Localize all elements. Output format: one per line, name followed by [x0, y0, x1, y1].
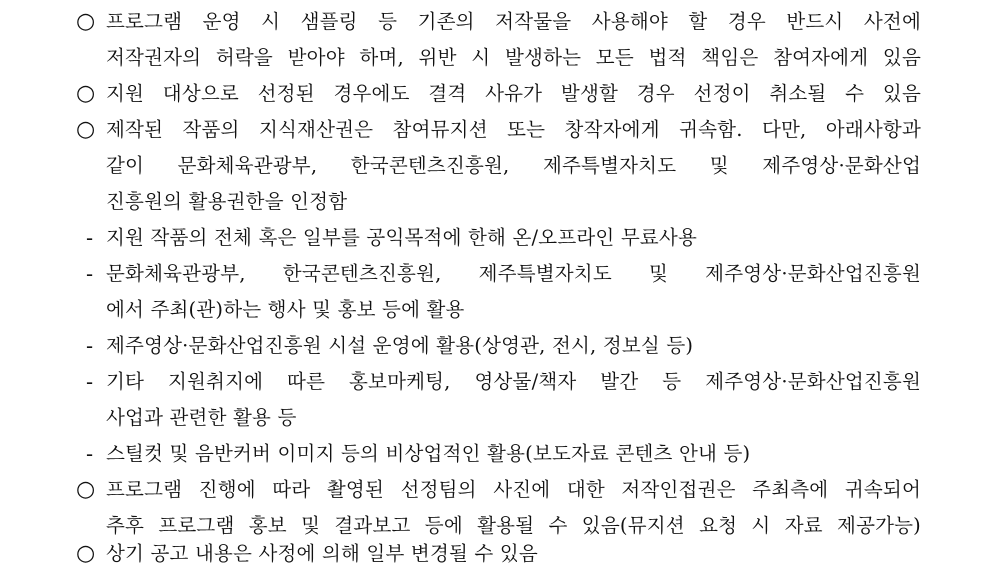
sub-item-continuation [0, 292, 991, 328]
notice-text: 상기 공고 내용은 사정에 의해 일부 변경될 수 있음 [106, 542, 538, 565]
circle-bullet: ○ [76, 541, 96, 566]
sub-item-continuation [0, 400, 991, 436]
notice-text: 프로그램 운영 시 샘플링 등 기존의 저작물을 사용해야 할 경우 반드시 사전에 [106, 10, 921, 33]
dash-bullet: - [86, 442, 94, 466]
dash-bullet: - [86, 226, 94, 250]
sub-item [0, 328, 991, 364]
sub-item-text: 기타 지원취지에 따른 홍보마케팅, 영상물/책자 발간 등 제주영상·문화산업진흥원 [106, 370, 921, 393]
dash-bullet: - [86, 334, 94, 358]
notice-text: 저작권자의 허락을 받아야 하며, 위반 시 발생하는 모든 법적 책임은 참여자에게 있음 [106, 46, 921, 69]
notice-item-continuation [0, 40, 991, 76]
notice-item [0, 4, 991, 40]
notice-item [0, 76, 991, 112]
notice-text: 같이 문화체육관광부, 한국콘텐츠진흥원, 제주특별자치도 및 제주영상·문화산업 [106, 154, 921, 177]
notice-text: 추후 프로그램 홍보 및 결과보고 등에 활용될 수 있음(뮤지션 요청 시 자료 제공가능) [106, 514, 921, 537]
circle-bullet: ○ [76, 477, 96, 502]
notice-text: 프로그램 진행에 따라 촬영된 선정팀의 사진에 대한 저작인접권은 주최측에 귀속되어 [106, 478, 921, 501]
notice-item-continuation [0, 184, 991, 220]
notice-item-continuation [0, 148, 991, 184]
sub-item [0, 364, 991, 400]
dash-bullet: - [86, 370, 94, 394]
sub-item-text: 스틸컷 및 음반커버 이미지 등의 비상업적인 활용(보도자료 콘텐츠 안내 등) [106, 442, 751, 465]
notice-text: 지원 대상으로 선정된 경우에도 결격 사유가 발생할 경우 선정이 취소될 수 있음 [106, 82, 921, 105]
sub-item-text: 제주영상·문화산업진흥원 시설 운영에 활용(상영관, 전시, 정보실 등) [106, 334, 694, 357]
sub-item-text: 문화체육관광부, 한국콘텐츠진흥원, 제주특별자치도 및 제주영상·문화산업진흥원 [106, 262, 921, 285]
sub-item-text: 에서 주최(관)하는 행사 및 홍보 등에 활용 [106, 298, 465, 321]
sub-item [0, 256, 991, 292]
sub-item [0, 436, 991, 472]
sub-item-text: 지원 작품의 전체 혹은 일부를 공익목적에 한해 온/오프라인 무료사용 [106, 226, 697, 249]
circle-bullet: ○ [76, 117, 96, 142]
circle-bullet: ○ [76, 9, 96, 34]
notice-item [0, 472, 991, 508]
sub-item [0, 220, 991, 256]
notice-item [0, 112, 991, 148]
notice-text: 진흥원의 활용권한을 인정함 [106, 190, 348, 213]
sub-item-text: 사업과 관련한 활용 등 [106, 406, 297, 429]
dash-bullet: - [86, 262, 94, 286]
notice-item [0, 536, 991, 572]
notice-text: 제작된 작품의 지식재산권은 참여뮤지션 또는 창작자에게 귀속함. 다만, 아래사항과 [106, 118, 921, 141]
circle-bullet: ○ [76, 81, 96, 106]
